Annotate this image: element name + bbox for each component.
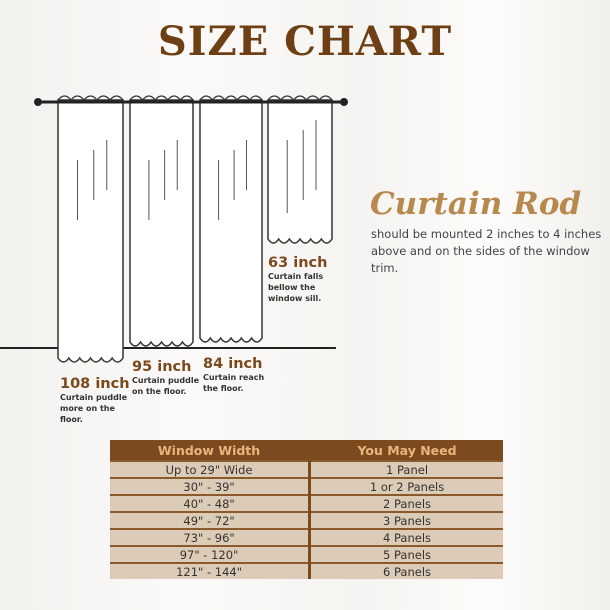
curtain-panel [200, 100, 262, 342]
header-you-may-need: You May Need [310, 440, 503, 461]
width-cell: 73" - 96" [110, 529, 310, 546]
rod-description: should be mounted 2 inches to 4 inches above and on the sides of the window trim. [371, 227, 602, 275]
table-row [110, 563, 503, 579]
panels-cell: 1 Panel [310, 461, 503, 478]
curtain-panel [58, 100, 123, 362]
panels-cell: 1 or 2 Panels [310, 478, 503, 495]
table-row [110, 546, 503, 563]
label-84 [203, 356, 267, 394]
label-63 [268, 255, 328, 304]
curtain-panel [268, 100, 332, 243]
label-95 [132, 359, 202, 397]
panels-cell: 3 Panels [310, 512, 503, 529]
width-cell: 121" - 144" [110, 563, 310, 579]
desc: Curtain puddle more on the floor. [60, 393, 127, 424]
table-row [110, 495, 503, 512]
size: 84 inch [203, 356, 263, 372]
width-cell: 40" - 48" [110, 495, 310, 512]
table-row [110, 478, 503, 495]
page-title: SIZE CHART [157, 18, 453, 65]
width-cell: Up to 29" Wide [110, 461, 310, 478]
rod-finial-right [340, 98, 348, 106]
panels-cell: 6 Panels [310, 563, 503, 579]
width-cell: 30" - 39" [110, 478, 310, 495]
width-cell: 97" - 120" [110, 546, 310, 563]
panels-cell: 4 Panels [310, 529, 503, 546]
desc: Curtain reach the floor. [203, 373, 265, 393]
table-row [110, 512, 503, 529]
size: 95 inch [132, 359, 192, 375]
header-window-width: Window Width [110, 440, 310, 461]
table-row [110, 461, 503, 478]
desc: Curtain falls bellow the window sill. [268, 272, 324, 303]
width-cell: 49" - 72" [110, 512, 310, 529]
curtain-panel [130, 100, 193, 346]
size: 108 inch [60, 376, 130, 392]
panels-cell: 5 Panels [310, 546, 503, 563]
size-table [110, 440, 503, 579]
panels-cell: 2 Panels [310, 495, 503, 512]
size: 63 inch [268, 255, 328, 271]
rod-finial-left [34, 98, 42, 106]
rod-heading: Curtain Rod [370, 186, 582, 222]
desc: Curtain puddle on the floor. [132, 376, 199, 396]
table-row [110, 529, 503, 546]
